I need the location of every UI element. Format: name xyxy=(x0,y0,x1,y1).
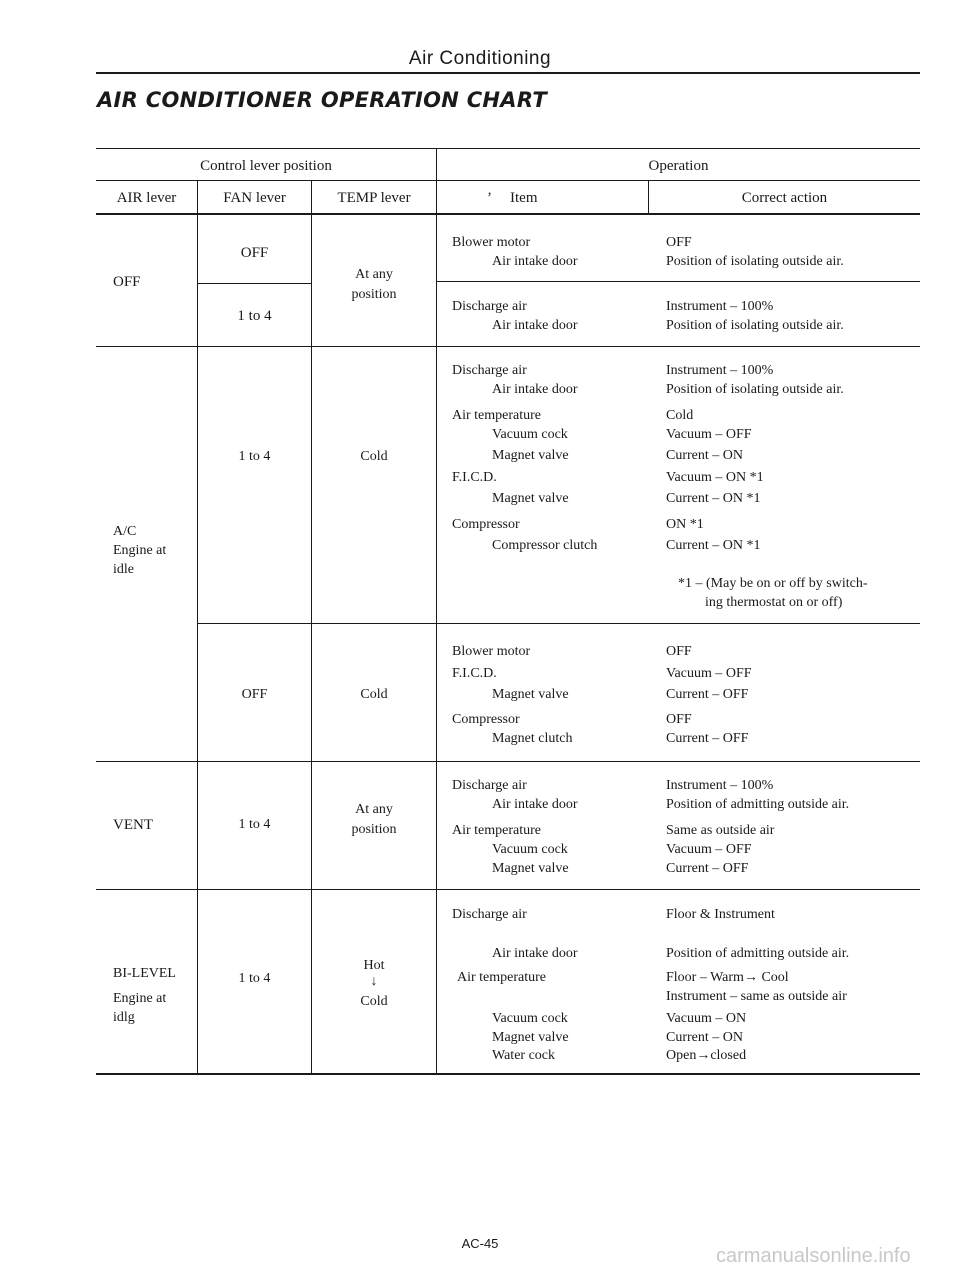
item: Air intake door xyxy=(492,318,578,333)
item: Vacuum cock xyxy=(492,1011,568,1026)
header-rule xyxy=(96,72,920,74)
fan-off: OFF xyxy=(240,245,269,261)
item: Air intake door xyxy=(492,254,578,269)
air-lever-ac: idle xyxy=(113,562,134,577)
item: Magnet valve xyxy=(492,687,569,702)
item: Air temperature xyxy=(457,970,547,985)
vent-bilevel-divider xyxy=(96,889,920,890)
action: Cold xyxy=(666,408,694,423)
item: Magnet valve xyxy=(492,861,569,876)
temp-cold: Cold xyxy=(360,449,388,464)
action: Position of isolating outside air. xyxy=(666,382,844,397)
action: Position of admitting outside air. xyxy=(666,946,850,961)
item: F.I.C.D. xyxy=(452,470,497,485)
item: Air intake door xyxy=(492,797,578,812)
action: Vacuum – ON xyxy=(666,1011,747,1026)
control-lever-header: Control lever position xyxy=(200,158,332,174)
action: Instrument – 100% xyxy=(666,299,774,314)
action: Floor – Warm→ Cool xyxy=(666,970,789,985)
item: Air intake door xyxy=(492,946,578,961)
item: Compressor clutch xyxy=(492,538,598,553)
action: Vacuum – OFF xyxy=(666,666,752,681)
item: Air temperature xyxy=(452,823,542,838)
action: Floor & Instrument xyxy=(666,907,775,922)
section-title: Air Conditioning xyxy=(408,48,552,69)
fan-1to4: 1 to 4 xyxy=(237,308,272,324)
item: Blower motor xyxy=(452,235,531,250)
item: Magnet clutch xyxy=(492,731,573,746)
action: Same as outside air xyxy=(666,823,775,838)
item: Compressor xyxy=(452,517,520,532)
air-lever-off: OFF xyxy=(113,274,141,290)
action: Current – ON xyxy=(666,448,743,463)
action: OFF xyxy=(666,644,692,659)
air-lever-header: AIR lever xyxy=(116,190,177,206)
item: Air intake door xyxy=(492,382,578,397)
temp-cold: Cold xyxy=(360,994,388,1009)
temp-hot: Hot xyxy=(363,958,385,973)
action: Instrument – same as outside air xyxy=(666,989,847,1004)
item: Vacuum cock xyxy=(492,427,568,442)
air-lever-bilevel: idlg xyxy=(113,1010,135,1025)
action: Vacuum – ON *1 xyxy=(666,470,764,485)
action: Current – OFF xyxy=(666,731,749,746)
col-rule-3 xyxy=(436,148,437,1074)
fan-1to4: 1 to 4 xyxy=(238,971,271,986)
item: Blower motor xyxy=(452,644,531,659)
temp-position: position xyxy=(351,287,397,302)
item: Compressor xyxy=(452,712,520,727)
item: Magnet valve xyxy=(492,448,569,463)
fan-lever-header: FAN lever xyxy=(223,190,286,206)
page-number: AC-45 xyxy=(461,1236,499,1251)
action: Instrument – 100% xyxy=(666,363,774,378)
header-divider-rule xyxy=(96,180,920,181)
correct-action-header: Correct action xyxy=(741,190,828,206)
action: Open→closed xyxy=(666,1048,747,1063)
operation-header: Operation xyxy=(648,158,709,174)
item: Air temperature xyxy=(452,408,542,423)
fan-1to4: 1 to 4 xyxy=(238,449,271,464)
temp-cold: Cold xyxy=(360,687,388,702)
action: Vacuum – OFF xyxy=(666,842,752,857)
action: Vacuum – OFF xyxy=(666,427,752,442)
air-lever-ac: A/C xyxy=(113,524,137,539)
action: Position of admitting outside air. xyxy=(666,797,850,812)
action: Current – ON xyxy=(666,1030,743,1045)
temp-position: position xyxy=(351,822,397,837)
col-rule-2 xyxy=(311,180,312,1074)
temp-lever-header: TEMP lever xyxy=(337,190,411,206)
temp-any: At any xyxy=(355,267,393,282)
temp-arrow-down-icon: ↓ xyxy=(370,974,378,989)
header-bottom-rule xyxy=(96,213,920,215)
item: F.I.C.D. xyxy=(452,666,497,681)
item: Discharge air xyxy=(452,907,527,922)
table-bottom-rule xyxy=(96,1073,920,1075)
item: Magnet valve xyxy=(492,491,569,506)
action: ON *1 xyxy=(666,517,704,532)
action: Current – ON *1 xyxy=(666,491,761,506)
action: Position of isolating outside air. xyxy=(666,254,844,269)
ac-vent-divider xyxy=(96,761,920,762)
ac-subdivider xyxy=(197,623,920,624)
action: OFF xyxy=(666,235,692,250)
item: Vacuum cock xyxy=(492,842,568,857)
item: Magnet valve xyxy=(492,1030,569,1045)
footnote: ing thermostat on or off) xyxy=(705,595,843,610)
air-lever-vent: VENT xyxy=(113,817,153,833)
off-fan-divider xyxy=(197,283,311,284)
action: OFF xyxy=(666,712,692,727)
action: Current – ON *1 xyxy=(666,538,761,553)
watermark: carmanualsonline.info xyxy=(716,1245,911,1267)
air-lever-bilevel: BI-LEVEL xyxy=(113,966,176,981)
fan-off: OFF xyxy=(241,687,268,702)
item: Discharge air xyxy=(452,778,527,793)
item-header: Item xyxy=(510,190,538,206)
action: Current – OFF xyxy=(666,861,749,876)
action: Position of isolating outside air. xyxy=(666,318,844,333)
item-header-mark: ’ xyxy=(487,190,492,206)
footnote: *1 – (May be on or off by switch- xyxy=(678,576,868,591)
action: Instrument – 100% xyxy=(666,778,774,793)
temp-any: At any xyxy=(355,802,393,817)
off-op-divider xyxy=(437,281,920,282)
table-top-rule xyxy=(96,148,920,149)
air-lever-ac: Engine at xyxy=(113,543,167,558)
item: Discharge air xyxy=(452,299,527,314)
chart-title: AIR CONDITIONER OPERATION CHART xyxy=(97,88,547,112)
item: Discharge air xyxy=(452,363,527,378)
fan-1to4: 1 to 4 xyxy=(238,817,271,832)
air-lever-bilevel: Engine at xyxy=(113,991,167,1006)
item: Water cock xyxy=(492,1048,555,1063)
action: Current – OFF xyxy=(666,687,749,702)
off-ac-divider xyxy=(96,346,920,347)
